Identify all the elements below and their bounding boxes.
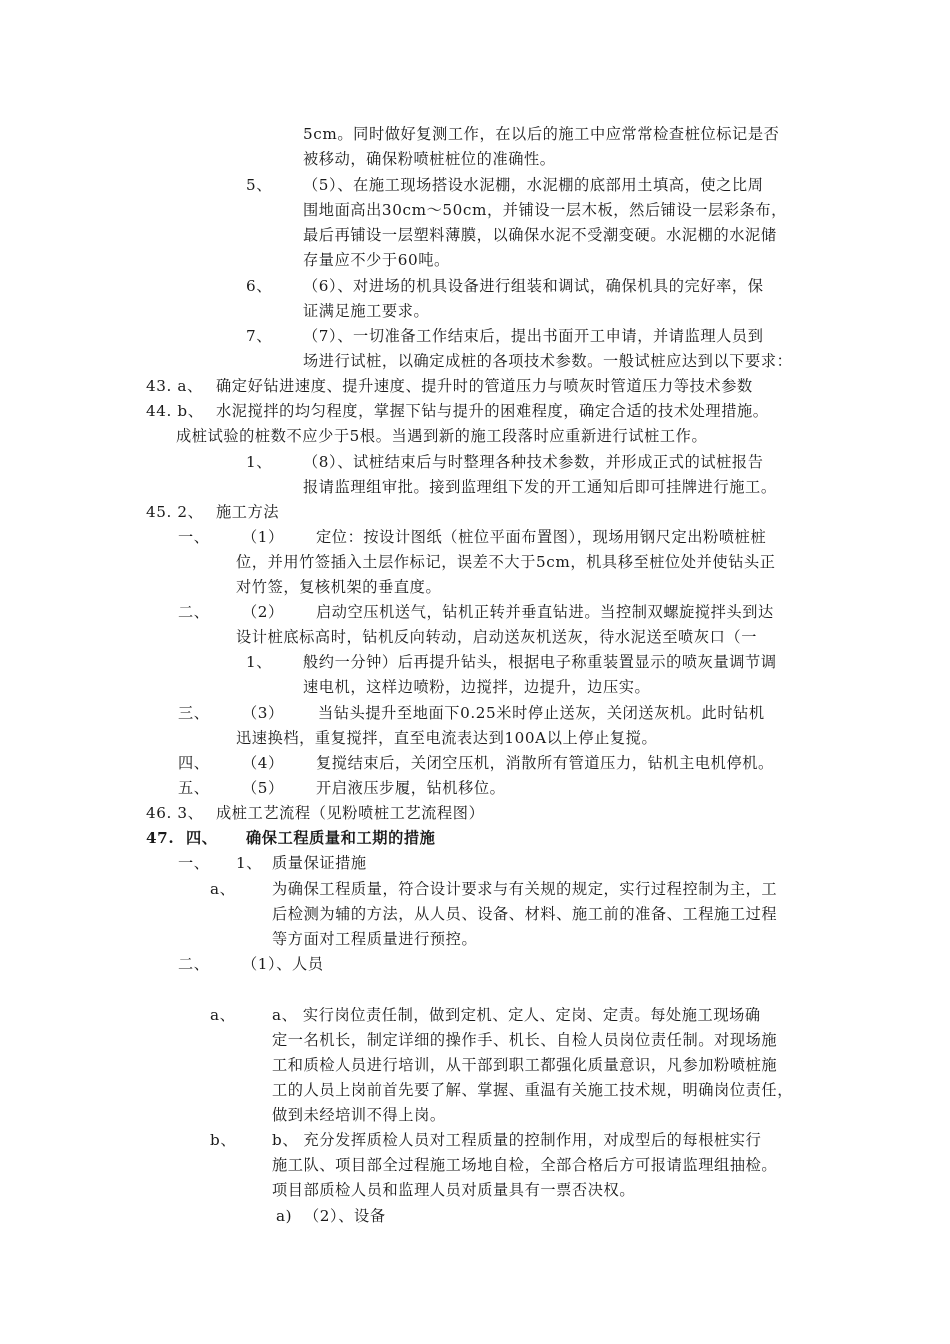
text-line: （8）、试桩结束后与时整理各种技术参数，并形成正式的试桩报告 [303,453,764,471]
text-line: 被移动，确保粉喷桩桩位的准确性。 [303,150,556,168]
list-number: 46. 3、 [146,804,204,822]
section-heading: 成桩工艺流程（见粉喷桩工艺流程图） [216,804,485,822]
list-number: （3） [242,704,284,722]
list-number: 三、 [178,704,210,722]
section-heading: 质量保证措施 [272,854,367,872]
text-line: 围地面高出30cm～50cm，并铺设一层木板，然后铺设一层彩条布， [303,201,787,219]
list-number: （5） [242,779,284,797]
text-line: （5）、在施工现场搭设水泥棚，水泥棚的底部用土填高，使之比周 [303,176,764,194]
chapter-heading: 确保工程质量和工期的措施 [246,829,436,847]
text-line: 速电机，这样边喷粉，边搅拌，边提升，边压实。 [303,678,651,696]
text-line: 复搅结束后，关闭空压机，消散所有管道压力，钻机主电机停机。 [316,754,774,772]
list-number: a) [276,1207,293,1225]
text-line: 启动空压机送气，钻机正转并垂直钻进。当控制双螺旋搅拌头到达 [316,603,774,621]
list-number: 二、 [178,603,210,621]
text-line: 般约一分钟）后再提升钻头，根据电子称重装置显示的喷灰量调节调 [303,653,777,671]
list-number: b、 [210,1131,237,1149]
text-line: 证满足施工要求。 [303,302,430,320]
text-line: 位，并用竹签插入土层作标记，误差不大于5cm，机具移至桩位处并使钻头正 [236,553,776,571]
list-number: 5、 [246,176,273,194]
list-number: 五、 [178,779,210,797]
list-number: （4） [242,754,284,772]
text-line: a、 实行岗位责任制，做到定机、定人、定岗、定责。每处施工现场确 [272,1006,761,1024]
text-line: （6）、对进场的机具设备进行组装和调试，确保机具的完好率，保 [303,277,764,295]
text-line: 做到未经培训不得上岗。 [272,1106,446,1124]
text-line: 成桩试验的桩数不应少于5根。当遇到新的施工段落时应重新进行试桩工作。 [176,427,708,445]
list-number: 43. a、 [146,377,203,395]
list-number: 1、 [246,653,273,671]
text-line: 迅速换档，重复搅拌，直至电流表达到100A以上停止复搅。 [236,729,658,747]
list-number: （1） [242,528,284,546]
text-line: 工的人员上岗前首先要了解、掌握、重温有关施工技术规，明确岗位责任， [272,1081,793,1099]
text-line: b、 充分发挥质检人员对工程质量的控制作用，对成型后的每根桩实行 [272,1131,762,1149]
list-number: 47. [146,829,175,847]
text-line: （7）、一切准备工作结束后，提出书面开工申请，并请监理人员到 [303,327,764,345]
text-line: 等方面对工程质量进行预控。 [272,930,478,948]
text-line: 设计桩底标高时，钻机反向转动，启动送灰机送灰，待水泥送至喷灰口（一 [236,628,757,646]
list-number: a、 [210,1006,236,1024]
section-heading: 施工方法 [216,503,280,521]
text-line: 确定好钻进速度、提升速度、提升时的管道压力与喷灰时管道压力等技术参数 [216,377,753,395]
text-line: 施工队、项目部全过程施工场地自检，全部合格后方可报请监理组抽检。 [272,1156,778,1174]
list-number: 二、 [178,955,210,973]
list-number: a、 [210,880,236,898]
section-heading: （1）、人员 [242,955,324,973]
list-number: 一、 [178,854,210,872]
list-number: （2） [242,603,284,621]
text-line: 后检测为辅的方法，从人员、设备、材料、施工前的准备、工程施工过程 [272,905,778,923]
text-line: 存量应不少于60吨。 [303,251,450,269]
text-line: 工和质检人员进行培训，从干部到职工都强化质量意识，凡参加粉喷桩施 [272,1056,778,1074]
text-line: 定一名机长，制定详细的操作手、机长、自检人员岗位责任制。对现场施 [272,1031,778,1049]
text-line: 最后再铺设一层塑料薄膜，以确保水泥不受潮变硬。水泥棚的水泥储 [303,226,777,244]
list-number: 44. b、 [146,402,204,420]
list-number: 7、 [246,327,273,345]
list-number: 四、 [186,829,218,847]
text-line: 报请监理组审批。接到监理组下发的开工通知后即可挂牌进行施工。 [303,478,777,496]
text-line: 水泥搅拌的均匀程度，掌握下钻与提升的困难程度，确定合适的技术处理措施。 [216,402,769,420]
text-line: 项目部质检人员和监理人员对质量具有一票否决权。 [272,1181,636,1199]
section-heading: （2）、设备 [304,1207,386,1225]
list-number: 1、 [246,453,273,471]
text-line: 5cm。同时做好复测工作，在以后的施工中应常常检查桩位标记是否 [303,125,780,143]
text-line: 对竹签，复核机架的垂直度。 [236,578,442,596]
text-line: 当钻头提升至地面下0.25米时停止送灰，关闭送灰机。此时钻机 [318,704,765,722]
list-number: 6、 [246,277,273,295]
list-number: 四、 [178,754,210,772]
list-number: 1、 [236,854,263,872]
text-line: 开启液压步履，钻机移位。 [316,779,506,797]
text-line: 为确保工程质量，符合设计要求与有关规的规定，实行过程控制为主，工 [272,880,778,898]
text-line: 定位：按设计图纸（桩位平面布置图），现场用钢尺定出粉喷桩桩 [316,528,767,546]
list-number: 一、 [178,528,210,546]
list-number: 45. 2、 [146,503,204,521]
text-line: 场进行试桩，以确定成桩的各项技术参数。一般试桩应达到以下要求： [303,352,793,370]
